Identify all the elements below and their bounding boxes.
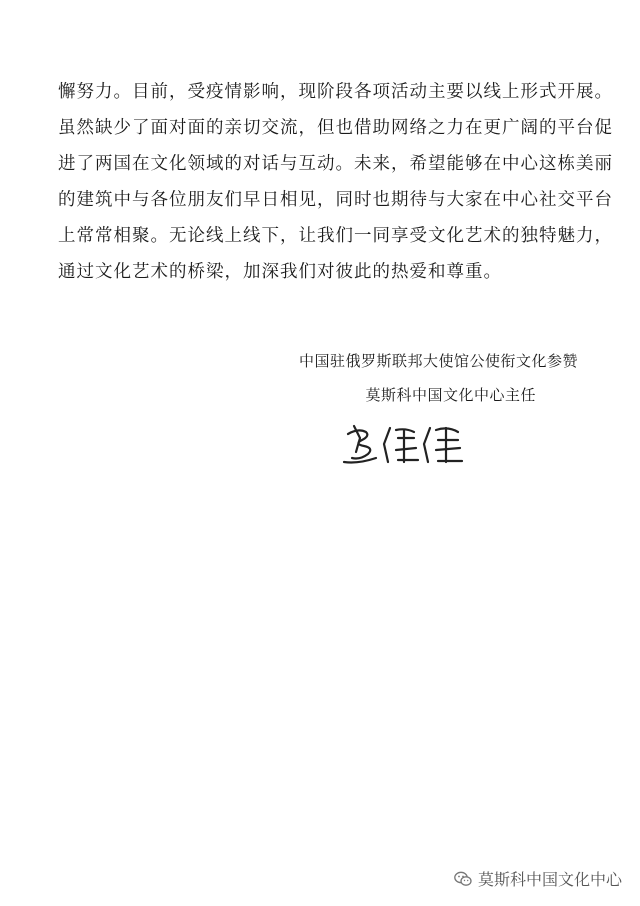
letter-body <box>58 74 613 290</box>
letter-line: 上常常相聚。无论线上线下，让我们一同享受文化艺术的独特魅力， <box>58 226 613 246</box>
watermark <box>454 867 622 890</box>
letter-line: 进了两国在文化领域的对话与互动。未来，希望能够在中心这栋美丽 <box>58 154 613 174</box>
letter-line: 通过文化艺术的桥梁，加深我们对彼此的热爱和尊重。 <box>58 262 502 282</box>
wechat-icon <box>454 871 472 887</box>
watermark-text: 莫斯科中国文化中心 <box>477 872 622 889</box>
signatory-title: 中国驻俄罗斯联邦大使馆公使衔文化参赞 <box>298 352 578 370</box>
handwritten-signature <box>340 418 470 468</box>
signatory-organization: 莫斯科中国文化中心主任 <box>365 386 536 404</box>
letter-line: 懈努力。目前，受疫情影响，现阶段各项活动主要以线上形式开展。 <box>58 82 613 102</box>
letter-line: 虽然缺少了面对面的亲切交流，但也借助网络之力在更广阔的平台促 <box>58 118 613 138</box>
letter-line: 的建筑中与各位朋友们早日相见，同时也期待与大家在中心社交平台 <box>58 190 613 210</box>
